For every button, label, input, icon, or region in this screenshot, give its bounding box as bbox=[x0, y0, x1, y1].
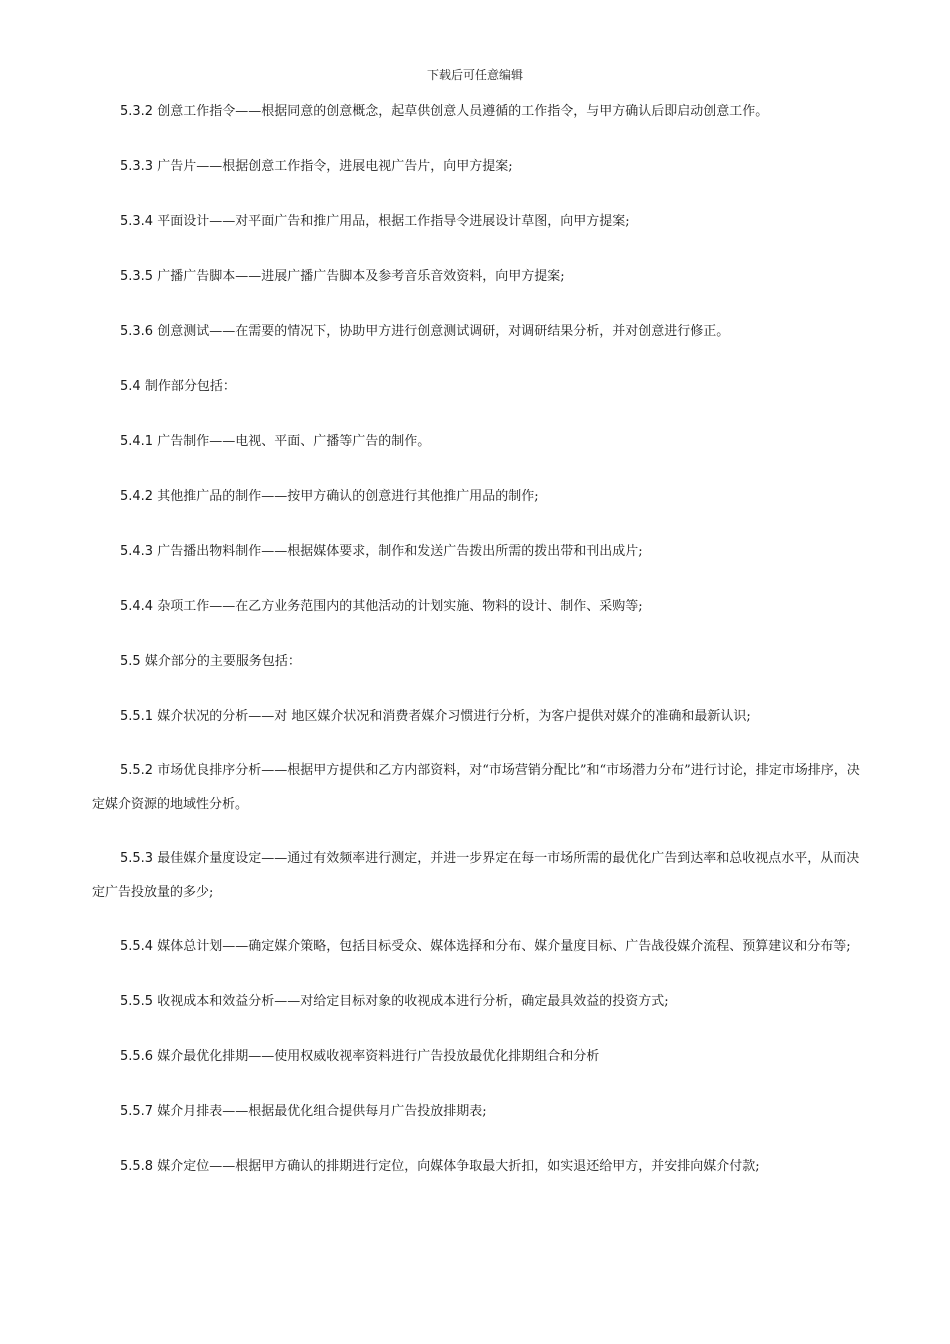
paragraph-5-3-5 bbox=[92, 266, 860, 287]
section-number: 5.5.2 bbox=[120, 763, 154, 778]
section-number: 5.4 bbox=[120, 379, 141, 394]
page-header: 下载后可任意编辑 bbox=[426, 68, 523, 82]
paragraph-text: 创意测试——在需要的情况下，协助甲方进行创意测试调研，对调研结果分析，并对创意进行修正。 bbox=[153, 324, 730, 339]
section-number: 5.4.1 bbox=[120, 434, 154, 449]
paragraph-5-3-3 bbox=[92, 156, 860, 177]
paragraph-text: 广告制作——电视、平面、广播等广告的制作。 bbox=[153, 434, 431, 449]
paragraph-5-5-8 bbox=[92, 1156, 860, 1177]
paragraph-5-5 bbox=[92, 651, 860, 672]
paragraph-text: 创意工作指令——根据同意的创意概念，起草供创意人员遵循的工作指令，与甲方确认后即启动创意工作。 bbox=[153, 104, 769, 119]
paragraph-text: 杂项工作——在乙方业务范围内的其他活动的计划实施、物料的设计、制作、采购等; bbox=[153, 599, 643, 614]
paragraph-5-4-4 bbox=[92, 596, 860, 617]
paragraph-5-5-5 bbox=[92, 991, 860, 1012]
paragraph-5-3-6 bbox=[92, 321, 860, 342]
paragraph-text: 广告播出物料制作——根据媒体要求，制作和发送广告拨出所需的拨出带和刊出成片; bbox=[153, 544, 643, 559]
paragraph-5-5-6 bbox=[92, 1046, 860, 1067]
paragraph-5-4 bbox=[92, 376, 860, 397]
paragraph-text: 广告片——根据创意工作指令，进展电视广告片，向甲方提案; bbox=[153, 159, 513, 174]
paragraph-5-5-1 bbox=[92, 706, 860, 727]
paragraph-text: 平面设计——对平面广告和推广用品，根据工作指导令进展设计草图，向甲方提案; bbox=[153, 214, 630, 229]
section-number: 5.5 bbox=[120, 654, 141, 669]
paragraph-5-4-3 bbox=[92, 541, 860, 562]
section-number: 5.4.3 bbox=[120, 544, 154, 559]
section-number: 5.3.3 bbox=[120, 159, 154, 174]
paragraph-5-5-7 bbox=[92, 1101, 860, 1122]
paragraph-text: 最佳媒介量度设定——通过有效频率进行测定，并进一步界定在每一市场所需的最优化广告到达率和总收视点水平，从而决定广告投放量的多少; bbox=[92, 851, 860, 900]
section-number: 5.5.7 bbox=[120, 1104, 154, 1119]
section-number: 5.3.2 bbox=[120, 104, 154, 119]
document-body bbox=[92, 101, 860, 1211]
section-number: 5.4.2 bbox=[120, 489, 154, 504]
section-number: 5.5.8 bbox=[120, 1159, 154, 1174]
paragraph-5-5-2 bbox=[92, 754, 860, 822]
section-number: 5.3.5 bbox=[120, 269, 154, 284]
paragraph-5-3-2 bbox=[92, 101, 860, 122]
paragraph-text: 收视成本和效益分析——对给定目标对象的收视成本进行分析，确定最具效益的投资方式; bbox=[153, 994, 669, 1009]
paragraph-5-4-2 bbox=[92, 486, 860, 507]
section-number: 5.3.4 bbox=[120, 214, 154, 229]
section-number: 5.5.5 bbox=[120, 994, 154, 1009]
paragraph-5-5-3 bbox=[92, 842, 860, 910]
section-number: 5.5.6 bbox=[120, 1049, 154, 1064]
section-number: 5.5.1 bbox=[120, 709, 154, 724]
paragraph-5-3-4 bbox=[92, 211, 860, 232]
paragraph-text: 制作部分包括： bbox=[140, 379, 236, 394]
section-number: 5.4.4 bbox=[120, 599, 154, 614]
section-number: 5.3.6 bbox=[120, 324, 154, 339]
paragraph-text: 其他推广品的制作——按甲方确认的创意进行其他推广用品的制作; bbox=[153, 489, 539, 504]
paragraph-text: 广播广告脚本——进展广播广告脚本及参考音乐音效资料，向甲方提案; bbox=[153, 269, 565, 284]
section-number: 5.5.4 bbox=[120, 939, 154, 954]
paragraph-text: 媒介部分的主要服务包括： bbox=[140, 654, 301, 669]
paragraph-text: 媒介定位——根据甲方确认的排期进行定位，向媒体争取最大折扣，如实退还给甲方，并安排向媒介付款; bbox=[153, 1159, 760, 1174]
paragraph-5-5-4 bbox=[92, 930, 860, 964]
paragraph-text: 市场优良排序分析——根据甲方提供和乙方内部资料，对“市场营销分配比”和“市场潜力分布”进行讨论，排定市场排序，决定媒介资源的地域性分析。 bbox=[92, 763, 860, 812]
paragraph-5-4-1 bbox=[92, 431, 860, 452]
paragraph-text: 媒介状况的分析——对 地区媒介状况和消费者媒介习惯进行分析，为客户提供对媒介的准确和最新认识; bbox=[153, 709, 751, 724]
paragraph-text: 媒介月排表——根据最优化组合提供每月广告投放排期表; bbox=[153, 1104, 487, 1119]
paragraph-text: 媒介最优化排期——使用权威收视率资料进行广告投放最优化排期组合和分析 bbox=[153, 1049, 600, 1064]
paragraph-text: 媒体总计划——确定媒介策略，包括目标受众、媒体选择和分布、媒介量度目标、广告战役媒介流程、预算建议和分布等; bbox=[153, 939, 851, 954]
section-number: 5.5.3 bbox=[120, 851, 154, 866]
